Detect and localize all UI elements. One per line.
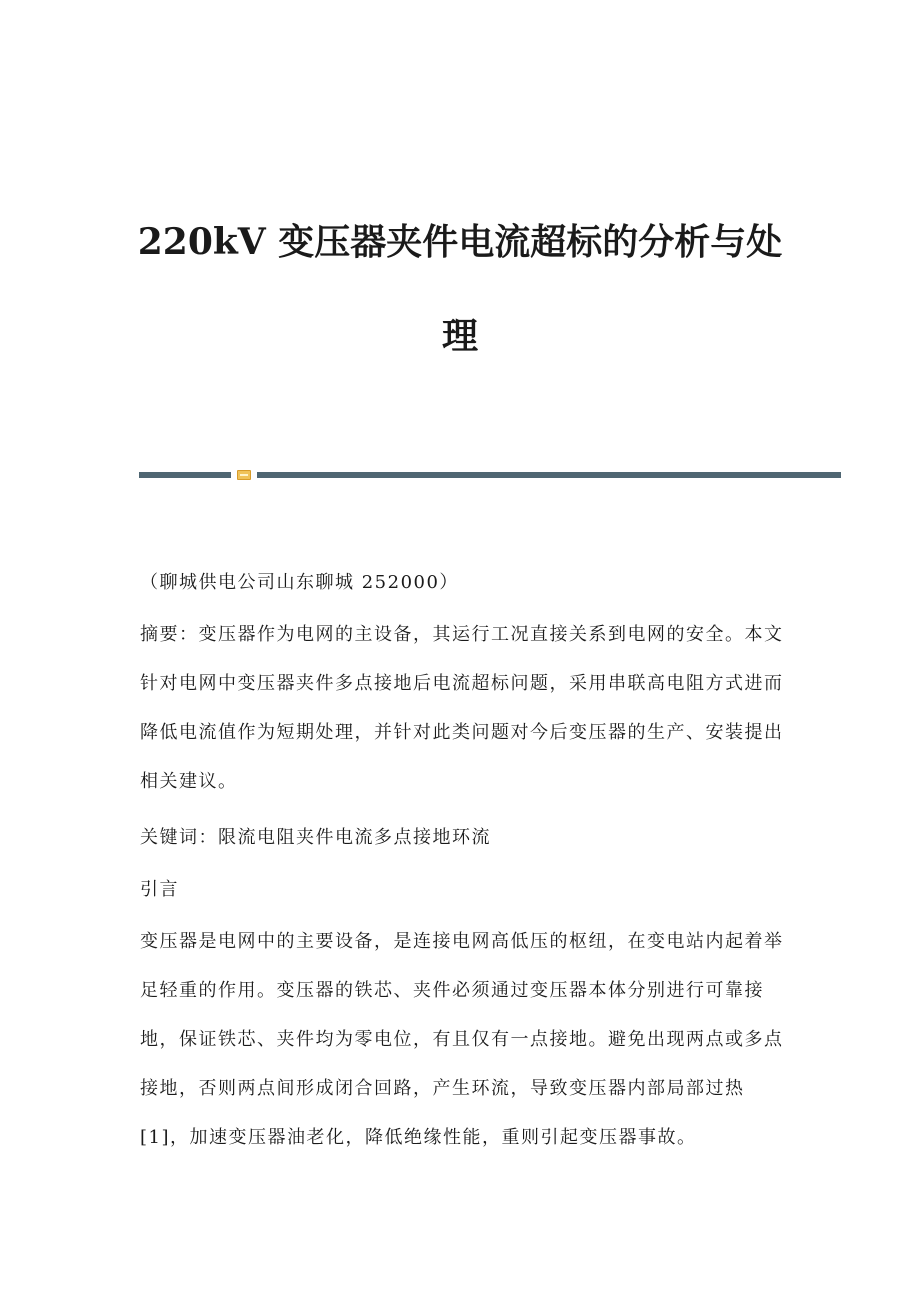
abstract-paragraph: 摘要：变压器作为电网的主设备，其运行工况直接关系到电网的安全。本文针对电网中变压器夹件多点接地后电流超标问题，采用串联高电阻方式进而降低电流值作为短期处理，并针对此类问题对今后变压器的生产、安装提出相关建议。 <box>140 624 784 792</box>
document-title-line-2: 理 <box>441 315 478 357</box>
divider-bar-left <box>139 472 231 478</box>
author-affiliation: （聊城供电公司山东聊城 252000） <box>140 572 459 593</box>
divider-bar-right <box>257 472 841 478</box>
divider-envelope-icon <box>237 470 251 480</box>
title-divider <box>139 470 841 480</box>
introduction-paragraph: 变压器是电网中的主要设备，是连接电网高低压的枢纽，在变电站内起着举足轻重的作用。变压器的铁芯、夹件必须通过变压器本体分别进行可靠接地，保证铁芯、夹件均为零电位，有且仅有一点接地。避免出现两点或多点接地，否则两点间形成闭合回路，产生环流，导致变压器内部局部过热[1]，加速变压器油老化，降低绝缘性能，重则引起变压器事故。 <box>140 931 784 1148</box>
introduction-heading: 引言 <box>140 879 179 900</box>
keywords-paragraph: 关键词：限流电阻夹件电流多点接地环流 <box>140 827 491 848</box>
document-title-line-1: 220kV 变压器夹件电流超标的分析与处 <box>137 221 783 263</box>
